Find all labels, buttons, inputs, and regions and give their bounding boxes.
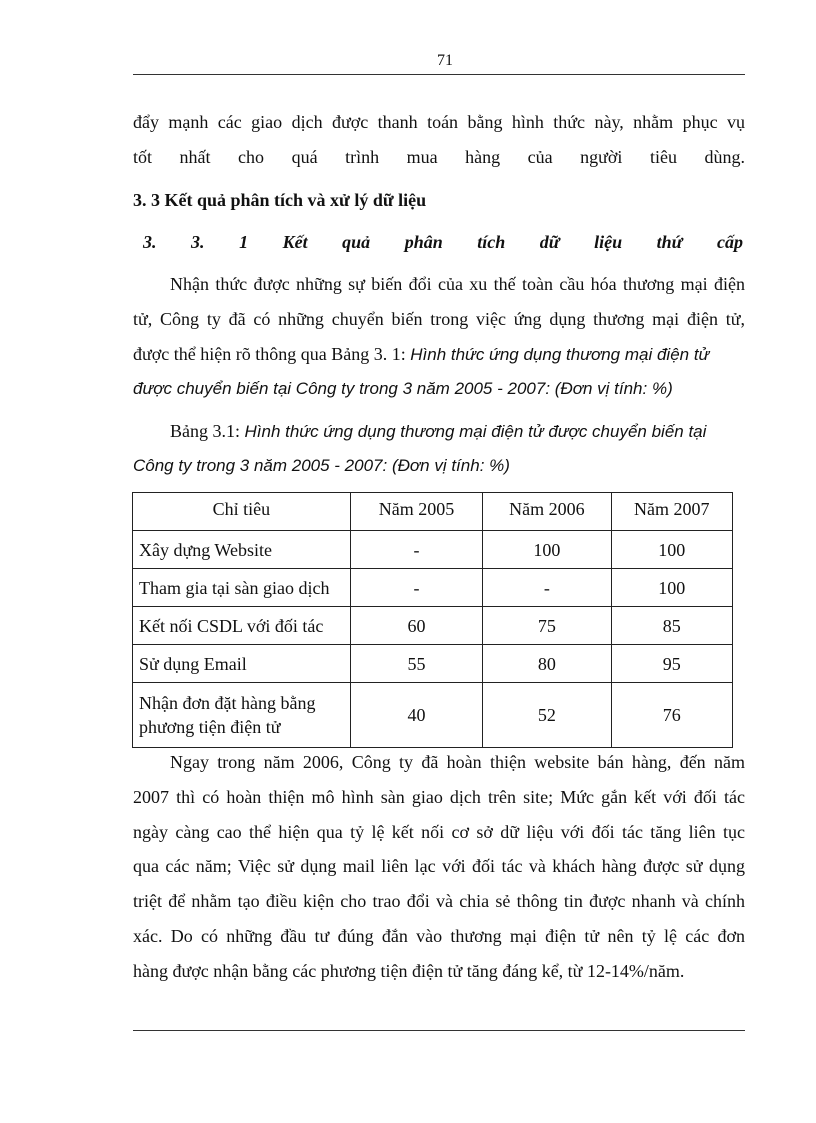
para2-line-3: ngày càng cao thể hiện qua tỷ lệ kết nối cơ sở dữ liệu với đối tác tăng liên tục [133,822,745,842]
page-number: 71 [437,52,453,69]
table-row [133,645,733,683]
cell-2007: 76 [611,683,732,748]
table-caption-label: Bảng 3.1: [170,421,245,441]
subsection-heading: 3. 3. 1 Kết quả phân tích dữ liệu thứ cấp [143,232,743,252]
cell-2005: 40 [350,683,482,748]
data-table [132,492,733,748]
para1-line-4-italic: được chuyển biến tại Công ty trong 3 năm 2005 - 2007 [133,379,546,398]
para1-line-3-italic: Hình thức ứng dụng thương mại điện tử [410,345,710,364]
cell-2005: - [350,531,482,569]
row-label: Tham gia tại sàn giao dịch [133,569,351,607]
cell-2007: 95 [611,645,732,683]
section-heading: 3. 3 Kết quả phân tích và xử lý dữ liệu [133,190,427,210]
intro-line-2: tốt nhất cho quá trình mua hàng của người tiêu dùng. [133,147,745,167]
table-row [133,683,733,748]
table-caption-line-1 [170,419,745,444]
para1-line-1: Nhận thức được những sự biến đổi của xu thế toàn cầu hóa thương mại điện [170,274,745,294]
cell-2006: 80 [483,645,611,683]
row-label-line-1: Nhận đơn đặt hàng bằng [139,693,316,713]
table-row [133,531,733,569]
para1-line-2: tử, Công ty đã có những chuyển biến trong việc ứng dụng thương mại điện tử, [133,309,745,329]
header-cell-2007: Năm 2007 [611,493,732,531]
header-cell-2005: Năm 2005 [350,493,482,531]
cell-2006: 100 [483,531,611,569]
para2-line-4: qua các năm; Việc sử dụng mail liên lạc với đối tác và khách hàng được sử dụng [133,856,745,876]
cell-2006: 75 [483,607,611,645]
row-label: Sử dụng Email [133,645,351,683]
cell-2005: - [350,569,482,607]
cell-2006: - [483,569,611,607]
para1-line-4 [133,376,745,401]
intro-line-1: đẩy mạnh các giao dịch được thanh toán bằng hình thức này, nhằm phục vụ [133,112,745,132]
header-cell-2006: Năm 2006 [483,493,611,531]
table-header-row [133,493,733,531]
cell-2005: 60 [350,607,482,645]
header-divider [133,74,745,75]
table-caption-italic-1: Hình thức ứng dụng thương mại điện tử được chuyển biến tại [244,422,707,441]
table-row [133,607,733,645]
row-label [133,683,351,748]
para1-line-3-text: được thể hiện rõ thông qua Bảng 3. 1: [133,344,411,364]
cell-2007: 85 [611,607,732,645]
para1-line-4-tail: : (Đơn vị tính: %) [545,379,673,398]
row-label: Kết nối CSDL với đối tác [133,607,351,645]
row-label: Xây dựng Website [133,531,351,569]
footer-divider [133,1030,745,1031]
para2-line-7: hàng được nhận bằng các phương tiện điện tử tăng đáng kể, từ 12-14%/năm. [133,961,685,981]
para1-line-3 [133,342,745,367]
table-caption-line-2 [133,453,745,478]
cell-2007: 100 [611,531,732,569]
para2-line-1: Ngay trong năm 2006, Công ty đã hoàn thiện website bán hàng, đến năm [170,752,745,772]
para2-line-6: xác. Do có những đầu tư đúng đắn vào thương mại điện tử nên tỷ lệ các đơn [133,926,745,946]
table-row [133,569,733,607]
header-cell-criteria: Chỉ tiêu [133,493,351,531]
row-label-line-2: phương tiện điện tử [139,717,281,737]
cell-2006: 52 [483,683,611,748]
cell-2007: 100 [611,569,732,607]
para2-line-5: triệt để nhằm tạo điều kiện cho trao đổi và chia sẻ thông tin được nhanh và chính [133,891,745,911]
cell-2005: 55 [350,645,482,683]
table-caption-italic-2: Công ty trong 3 năm 2005 - 2007: (Đơn vị tính: %) [133,456,510,475]
para2-line-2: 2007 thì có hoàn thiện mô hình sàn giao dịch trên site; Mức gắn kết với đối tác [133,787,745,807]
